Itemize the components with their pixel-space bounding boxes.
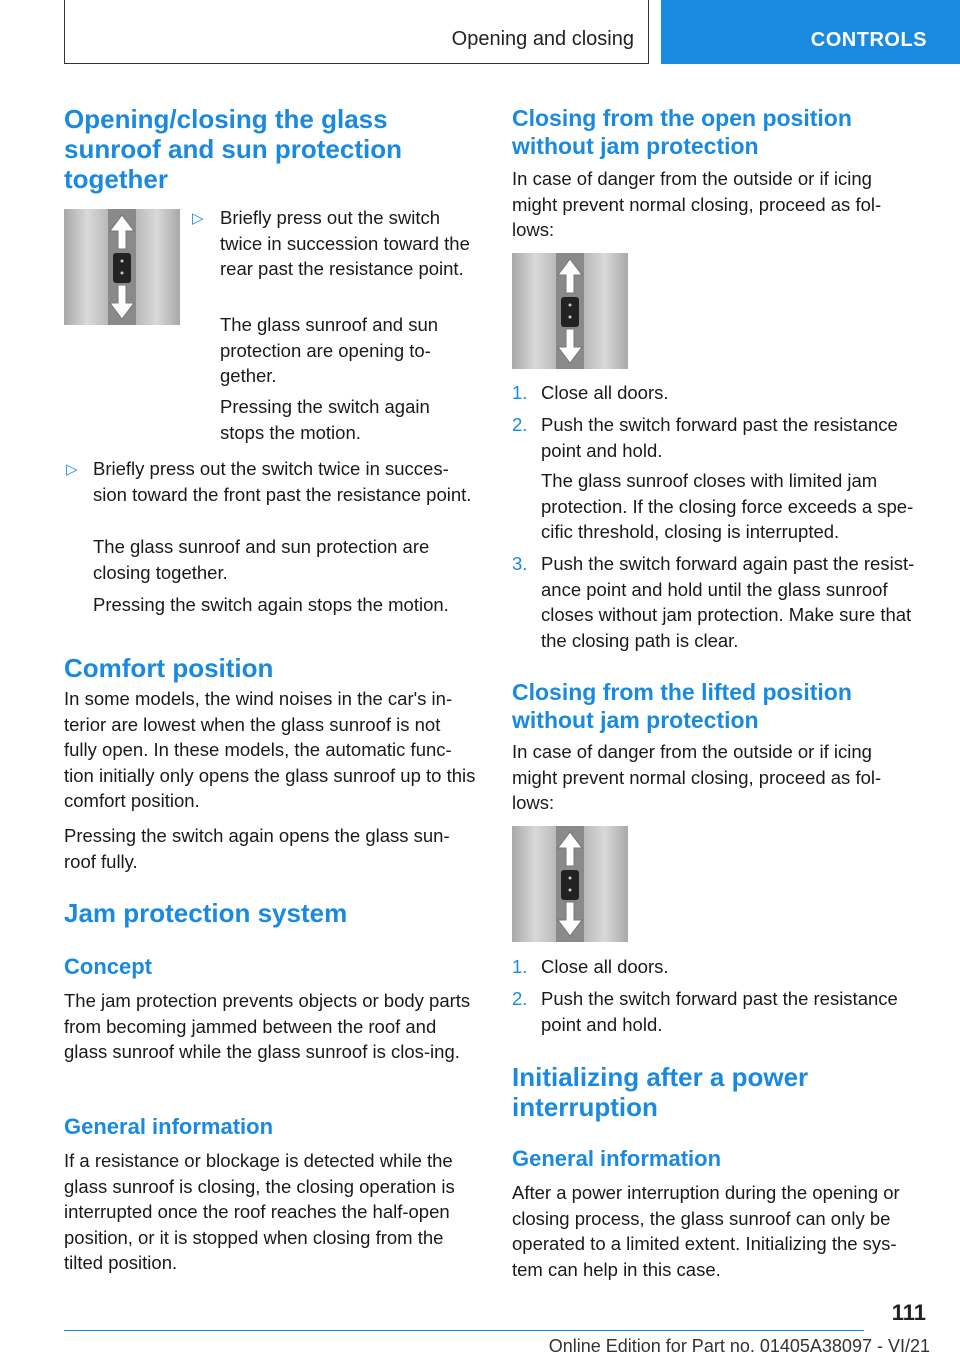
heading-close-open-no-jam: Closing from the open position without jam protection (512, 105, 852, 159)
step-text: Close all doors. (541, 382, 669, 403)
heading-close-lifted-no-jam: Closing from the lifted position without jam protection (512, 679, 852, 733)
comfort-text-2: Pressing the switch again opens the glass sun-roof fully. (64, 825, 450, 872)
heading-initializing: Initializing after a power interruption (512, 1062, 809, 1122)
b2-stop: Pressing the switch again stops the motion. (93, 594, 449, 615)
heading-comfort-position: Comfort position (64, 653, 274, 683)
b2-step: Briefly press out the switch twice in succes-sion toward the front past the resistance point. (93, 458, 472, 505)
header-section-title: Opening and closing (451, 28, 634, 50)
open-intro-text: In case of danger from the outside or if icing might prevent normal closing, proceed as fol-lows: (512, 168, 882, 240)
step-text: Close all doors. (541, 956, 669, 977)
sunroof-switch-image (512, 253, 628, 369)
step-text: Push the switch forward past the resistance point and hold. (541, 988, 898, 1035)
bullet-icon: ▷ (66, 461, 78, 478)
general-info-text: If a resistance or blockage is detected while the glass sunroof is closing, the closing operation is interrupted once the roof reaches the half-open position, or it is stopped when closing from the tilted position. (64, 1150, 455, 1273)
step-text: Push the switch forward again past the resist-ance point and hold until the glass sunroof closes without jam protection. Make sure that the closing path is clear. (541, 553, 915, 651)
header-chapter-label: CONTROLS (810, 29, 927, 51)
step-number: 3. (512, 553, 528, 574)
sunroof-switch-illustration (512, 826, 628, 942)
heading-open-close-together: Opening/closing the glass sunroof and sun protection together (64, 104, 402, 194)
step-text: Push the switch forward past the resistance point and hold. (541, 414, 898, 461)
footer-rule (64, 1330, 864, 1331)
heading-general-info: General information (512, 1146, 722, 1171)
step-number: 1. (512, 382, 528, 403)
step-number: 2. (512, 988, 528, 1009)
b1-stop: Pressing the switch again stops the motion. (220, 396, 430, 443)
sunroof-switch-image (512, 826, 628, 942)
step-note: The glass sunroof closes with limited jam protection. If the closing force exceeds a spe-cific threshold, closing is interrupted. (541, 470, 914, 542)
sunroof-switch-illustration (64, 209, 180, 325)
init-general-text: After a power interruption during the opening or closing process, the glass sunroof can only be operated to a limited extent. Initializing the sys-tem can help in this case. (512, 1182, 900, 1280)
concept-text: The jam protection prevents objects or body parts from becoming jammed between the roof and glass sunroof while the glass sunroof is clos-ing. (64, 990, 471, 1062)
b1-step: Briefly press out the switch twice in succession toward the rear past the resistance point. (220, 207, 470, 279)
footer-edition: Online Edition for Part no. 01405A38097 - VI/21 (548, 1336, 930, 1356)
page-number: 111 (891, 1300, 926, 1325)
heading-concept: Concept (64, 954, 152, 979)
b2-result: The glass sunroof and sun protection are closing together. (93, 536, 430, 583)
comfort-text: In some models, the wind noises in the car's in-terior are lowest when the glass sunroof is not fully open. In these models, the automatic func-tion initially only opens the glass sunroof up to this comfort position. (64, 688, 476, 811)
sunroof-switch-illustration (512, 253, 628, 369)
header-section-box (64, 0, 649, 64)
sunroof-switch-image (64, 209, 180, 325)
step-number: 1. (512, 956, 528, 977)
heading-jam-protection: Jam protection system (64, 898, 348, 928)
heading-general-info: General information (64, 1114, 274, 1139)
lifted-intro-text: In case of danger from the outside or if icing might prevent normal closing, proceed as fol-lows: (512, 741, 882, 813)
header-chapter-tab (661, 0, 960, 64)
b1-result: The glass sunroof and sun protection are opening to-gether. (220, 314, 439, 386)
bullet-icon: ▷ (192, 210, 204, 227)
step-number: 2. (512, 414, 528, 435)
